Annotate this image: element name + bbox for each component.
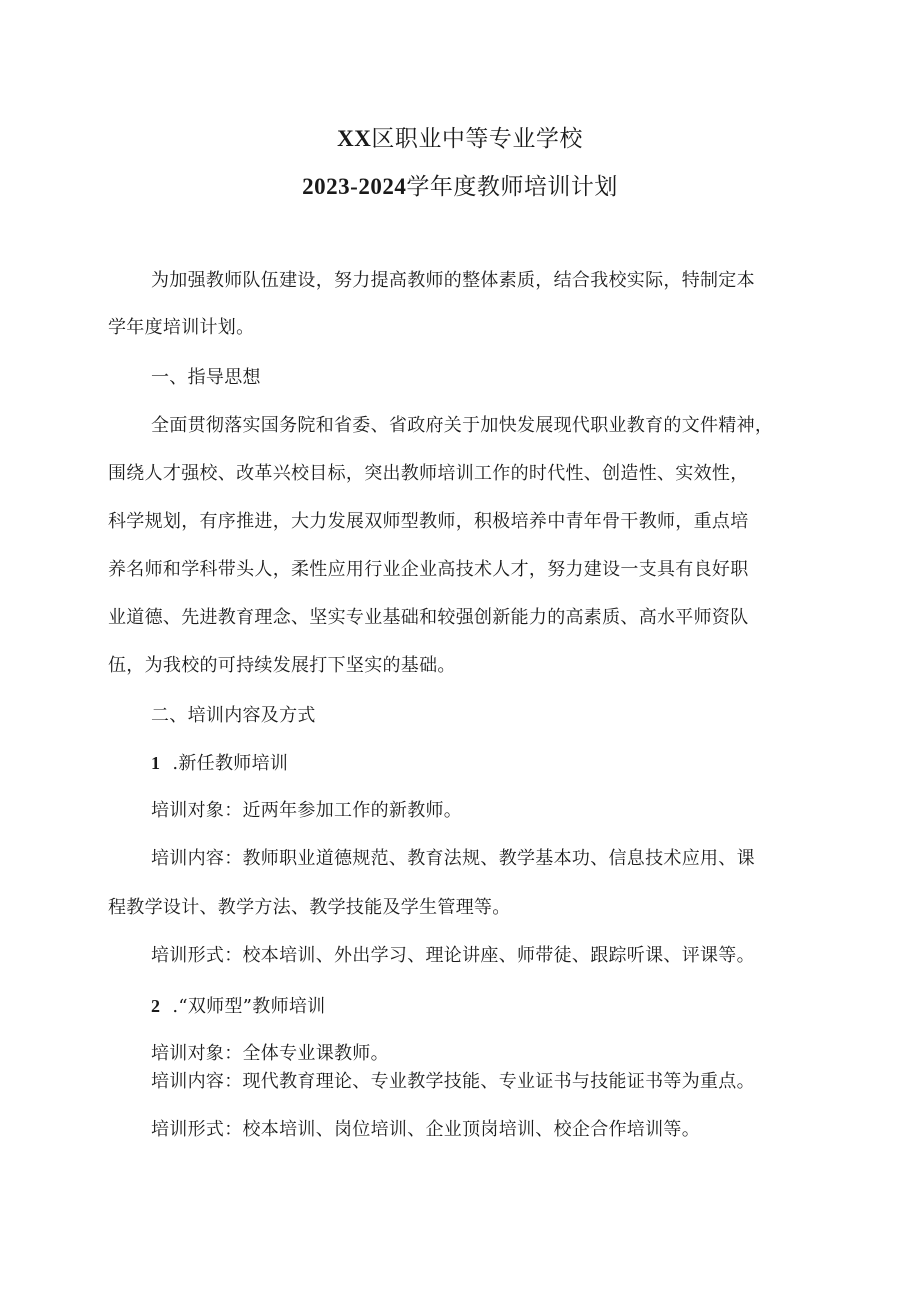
section-1-line-6: 伍，为我校的可持续发展打下坚实的基础。 [108, 655, 456, 676]
title-school-name: 区职业中等专业学校 [371, 126, 583, 152]
section-1-line-2: 围绕人才强校、改革兴校目标，突出教师培训工作的时代性、创造性、实效性， [108, 463, 749, 484]
item-1-form: 培训形式：校本培训、外出学习、理论讲座、师带徒、跟踪听课、评课等。 [151, 945, 755, 966]
intro-line-2: 学年度培训计划。 [108, 317, 255, 338]
item-1-content-line-2: 程教学设计、教学方法、教学技能及学生管理等。 [108, 897, 511, 918]
section-1-heading: 一、指导思想 [151, 367, 261, 388]
item-2-heading [151, 993, 326, 1020]
item-2-content: 培训内容：现代教育理论、专业教学技能、专业证书与技能证书等为重点。 [151, 1071, 755, 1092]
title-plan-name: 学年度教师培训计划 [406, 174, 618, 200]
item-2-number: 2 [151, 996, 161, 1016]
item-1-number: 1 [151, 753, 161, 773]
section-1-line-3: 科学规划，有序推进，大力发展双师型教师，积极培养中青年骨干教师，重点培 [108, 511, 749, 532]
section-2-heading: 二、培训内容及方式 [151, 705, 316, 726]
section-1-line-5: 业道德、先进教育理念、坚实专业基础和较强创新能力的高素质、高水平师资队 [108, 607, 749, 628]
item-1-target: 培训对象：近两年参加工作的新教师。 [151, 800, 463, 821]
section-1-line-4: 养名师和学科带头人，柔性应用行业企业高技术人才，努力建设一支具有良好职 [108, 559, 749, 580]
title-school-prefix: XX [337, 126, 372, 151]
intro-line-1: 为加强教师队伍建设，努力提高教师的整体素质，结合我校实际，特制定本 [151, 270, 755, 291]
item-1-title: .新任教师培训 [172, 753, 289, 774]
item-1-content-line-1: 培训内容：教师职业道德规范、教育法规、教学基本功、信息技术应用、课 [151, 848, 755, 869]
title-year-range: 2023-2024 [302, 174, 407, 199]
item-2-target: 培训对象：全体专业课教师。 [151, 1043, 389, 1064]
item-2-title: .“双师型”教师培训 [172, 996, 326, 1017]
item-1-heading [151, 750, 288, 777]
document-title-line-1 [0, 124, 920, 154]
document-title-line-2 [0, 172, 920, 202]
item-2-form: 培训形式：校本培训、岗位培训、企业顶岗培训、校企合作培训等。 [151, 1119, 700, 1140]
section-1-line-1: 全面贯彻落实国务院和省委、省政府关于加快发展现代职业教育的文件精神， [151, 415, 774, 436]
